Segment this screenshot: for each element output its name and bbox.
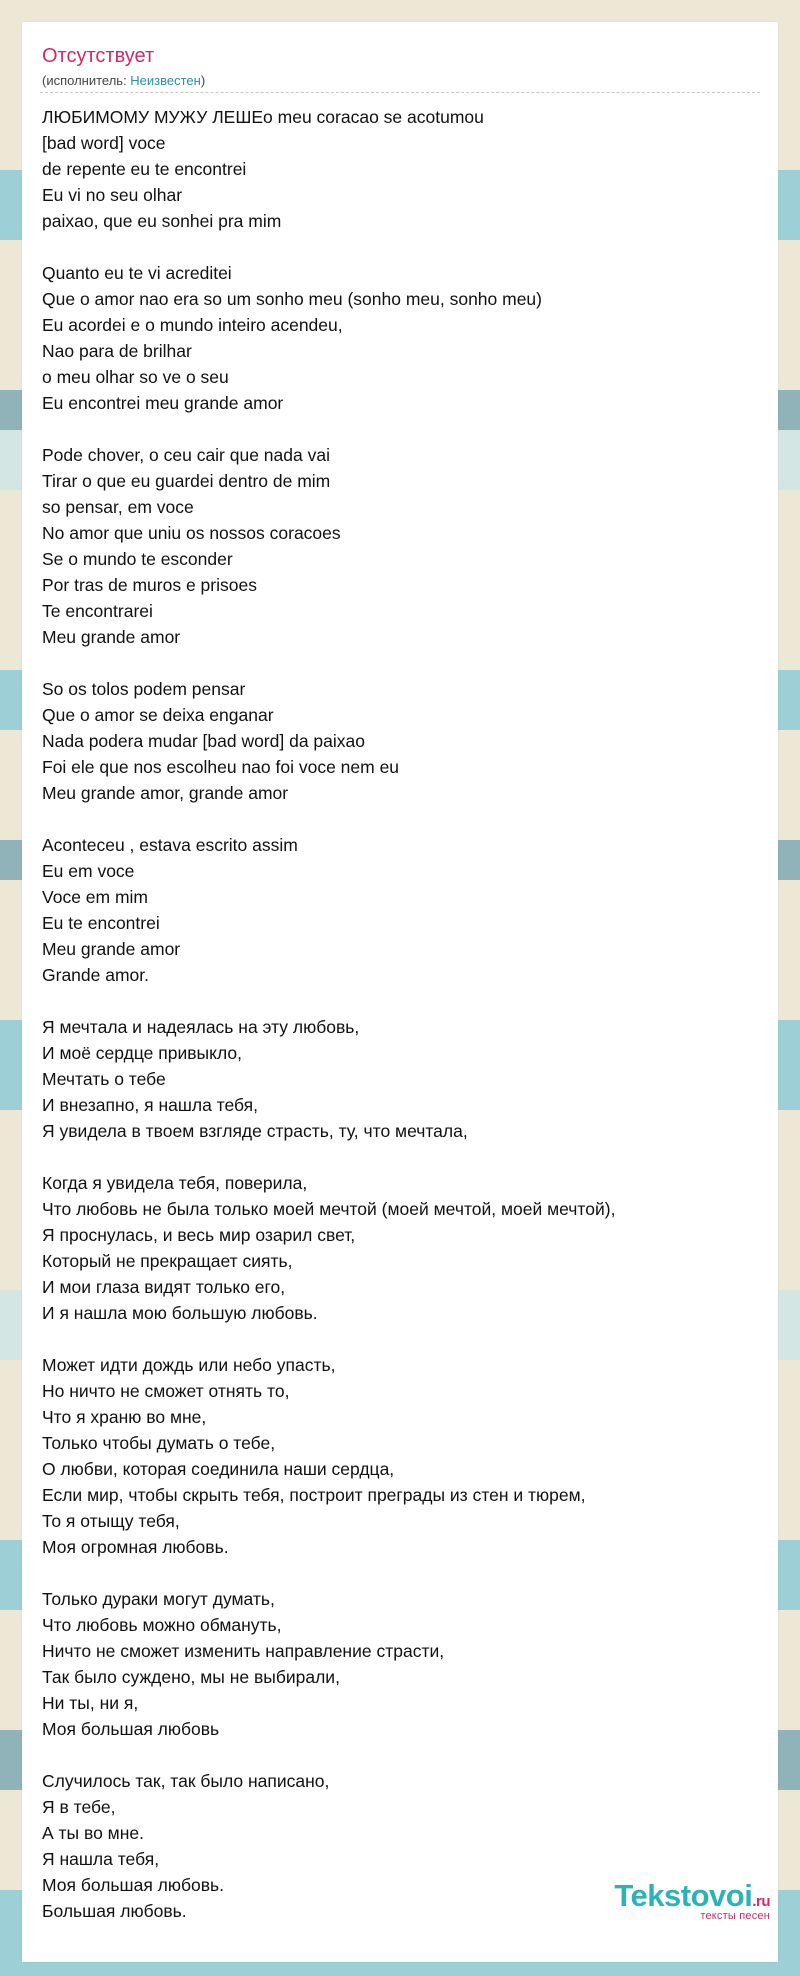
performer-prefix: (исполнитель: <box>42 73 131 88</box>
site-logo[interactable] <box>614 1880 770 1922</box>
logo-tagline: тексты песен <box>700 1910 770 1922</box>
performer-line <box>42 73 205 89</box>
header-divider <box>40 92 760 93</box>
performer-suffix: ) <box>200 73 206 88</box>
performer-link[interactable]: Неизвестен <box>130 73 201 88</box>
logo-name: Tekstovoi <box>614 1878 753 1913</box>
lyrics-card <box>22 22 778 1962</box>
song-title: Отсутствует <box>42 45 155 67</box>
logo-wordmark <box>614 1880 770 1911</box>
lyrics-text: ЛЮБИМОМУ МУЖУ ЛЕШЕo meu coracao se acotumou [bad word] voce de repente eu te encontrei Eu vi no seu olhar paixao, que eu sonhei pra mim Quanto eu te vi acreditei Que o amor nao era so um sonho meu (sonho meu, sonho meu) Eu acordei e o mundo inteiro acendeu, Nao para de brilhar o meu olhar so ve o seu Eu encontrei meu grande amor Pode chover, o ceu cair que nada vai Tirar o que eu guardei dentro de mim so pensar, em voce No amor que uniu os nossos coracoes Se o mundo te esconder Por tras de muros e prisoes Te encontrarei Meu grande amor So os tolos podem pensar Que o amor se deixa enganar Nada podera mudar [bad word] da paixao Foi ele que nos escolheu nao foi voce nem eu Meu grande amor, grande amor Aconteceu , estava escrito assim Eu em voce Voce em mim Eu te encontrei Meu grande amor Grande amor. Я мечтала и надеялась на эту любовь, И моё сердце привыкло, Мечтать о тебе И внезапно, я нашла тебя, Я увидела в твоем взгляде страсть, ту, что мечтала, Когда я увидела тебя, поверила, Что любовь не была только моей мечтой (моей мечтой, моей мечтой), Я проснулась, и весь мир озарил свет, Который не прекращает сиять, И мои глаза видят только его, И я нашла мою большую любовь. Может идти дождь или небо упасть, Но ничто не сможет отнять то, Что я храню во мне, Только чтобы думать о тебе, О любви, которая соединила наши сердца, Если мир, чтобы скрыть тебя, построит преграды из стен и тюрем, То я отыщу тебя, Моя огромная любовь. Только дураки могут думать, Что любовь можно обмануть, Ничто не сможет изменить направление страсти, Так было суждено, мы не выбирали, Ни ты, ни я, Моя большая любовь Случилось так, так было написано, Я в тебе, А ты во мне. Я нашла тебя, Моя большая любовь. Большая любовь. <box>42 107 616 1921</box>
logo-tld: .ru <box>752 1893 770 1910</box>
